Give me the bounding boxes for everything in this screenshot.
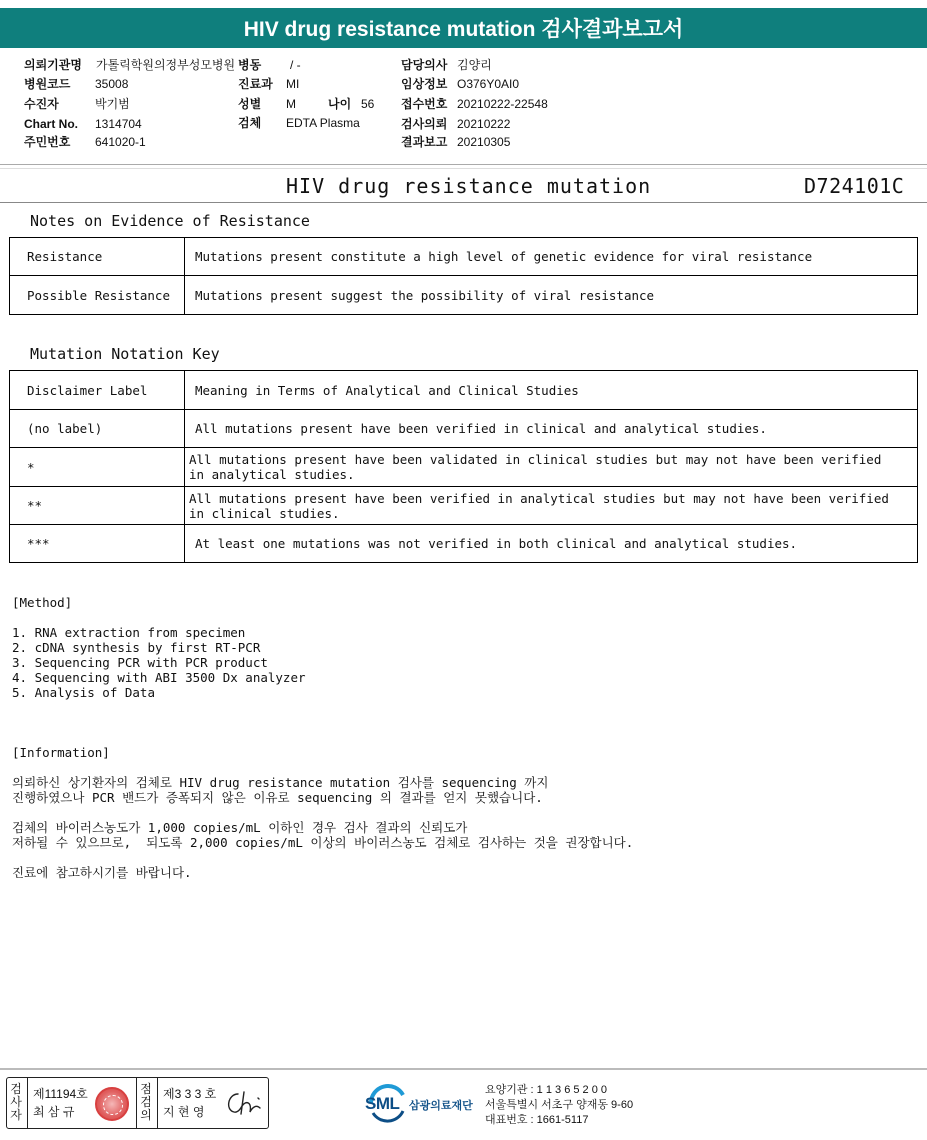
clinical-info-field: 임상정보 O376Y0AI0 (401, 77, 520, 91)
test-code: D724101C (804, 174, 905, 198)
table-row (10, 238, 918, 276)
specimen-field: 검체 EDTA Plasma (238, 116, 360, 130)
key-text: All mutations present have been validated in clinical studies but may not have been verified in analytical studies. (185, 448, 918, 487)
institution-address: 서울특별시 서초구 양재동 9-60 (485, 1099, 634, 1111)
reviewer-license: 제3 3 3 호 (163, 1087, 217, 1101)
official-seal-icon (95, 1087, 129, 1121)
notes-label: Possible Resistance (10, 276, 185, 315)
notes-text: Mutations present suggest the possibility of viral resistance (185, 276, 918, 315)
information-text: 검체의 바이러스농도가 1,000 copies/mL 이하인 경우 검사 결과의 신뢰도가 (12, 820, 468, 835)
notes-text: Mutations present constitute a high level of genetic evidence for viral resistance (185, 238, 918, 276)
receipt-number-field: 접수번호 20210222-22548 (401, 97, 548, 111)
key-text: All mutations present have been verified in analytical studies but may not have been verified in clinical studies. (185, 487, 918, 525)
footer-divider (0, 1068, 927, 1070)
signature-box (6, 1077, 269, 1129)
key-label: Disclaimer Label (10, 371, 185, 410)
table-row (10, 410, 918, 448)
sml-logo-text: SML (365, 1094, 400, 1113)
examiner-label: 검 사 자 (10, 1082, 22, 1122)
request-date-field: 검사의뢰 20210222 (401, 117, 511, 131)
institution-field: 의뢰기관명 가톨릭학원의정부성모병원 (24, 58, 236, 72)
method-step: 4. Sequencing with ABI 3500 Dx analyzer (12, 670, 306, 685)
key-label: * (10, 448, 185, 487)
patient-name-field: 수진자 박기범 (24, 97, 130, 111)
information-text: 진료에 참고하시기를 바랍니다. (12, 865, 192, 880)
key-text: At least one mutations was not verified in both clinical and analytical studies. (185, 525, 918, 563)
doctor-field: 담당의사 김양리 (401, 58, 492, 72)
method-heading: [Method] (12, 595, 73, 610)
notes-table (9, 237, 918, 315)
method-step: 3. Sequencing PCR with PCR product (12, 655, 268, 670)
report-title: HIV drug resistance mutation 검사결과보고서 (243, 18, 684, 41)
ward-field: 병동 / - (238, 58, 301, 72)
chart-number-field: Chart No. 1314704 (24, 117, 142, 131)
test-name: HIV drug resistance mutation (286, 174, 652, 198)
key-label: *** (10, 525, 185, 563)
age-field: 나이 56 (328, 97, 375, 111)
information-heading: [Information] (12, 745, 110, 760)
institution-name: 삼광의료재단 (409, 1100, 473, 1112)
notation-key-table (9, 370, 918, 563)
key-text: Meaning in Terms of Analytical and Clinical Studies (185, 371, 918, 410)
information-text: 의뢰하신 상기환자의 검체로 HIV drug resistance mutation 검사를 sequencing 까지 (12, 775, 549, 790)
report-title-bar (0, 8, 927, 48)
report-date-field: 결과보고 20210305 (401, 135, 511, 149)
examiner-license: 제11194호 (33, 1087, 88, 1101)
divider (0, 168, 927, 169)
table-row (10, 448, 918, 487)
resident-number-field: 주민번호 641020-1 (24, 135, 146, 149)
notes-label: Resistance (10, 238, 185, 276)
divider (0, 202, 927, 203)
reviewer-name: 지 현 영 (163, 1105, 205, 1119)
table-row (10, 525, 918, 563)
table-row (10, 487, 918, 525)
examiner-name: 최 삼 규 (33, 1105, 75, 1119)
report-header (0, 172, 927, 200)
method-step: 1. RNA extraction from specimen (12, 625, 246, 640)
handwritten-signature-icon (222, 1088, 266, 1120)
key-label: ** (10, 487, 185, 525)
divider (157, 1078, 158, 1128)
information-text: 진행하였으나 PCR 밴드가 증폭되지 않은 이유로 sequencing 의 결과를 얻지 못했습니다. (12, 790, 543, 805)
sex-field: 성별 M (238, 97, 296, 111)
reviewer-label: 점 검 의 (140, 1082, 152, 1122)
table-row (10, 276, 918, 315)
method-step: 5. Analysis of Data (12, 685, 155, 700)
divider (27, 1078, 28, 1128)
key-text: All mutations present have been verified in clinical and analytical studies. (185, 410, 918, 448)
hospital-code-field: 병원코드 35008 (24, 77, 129, 91)
method-step: 2. cDNA synthesis by first RT-PCR (12, 640, 261, 655)
key-title: Mutation Notation Key (30, 345, 220, 363)
department-field: 진료과 MI (238, 77, 300, 91)
institution-phone: 대표번호 : 1661-5117 (485, 1114, 589, 1126)
care-institution-number: 요양기관 : 1 1 3 6 5 2 0 0 (485, 1084, 608, 1096)
table-row (10, 371, 918, 410)
key-label: (no label) (10, 410, 185, 448)
divider (0, 164, 927, 165)
information-text: 저하될 수 있으므로, 되도록 2,000 copies/mL 이상의 바이러스농도 검체로 검사하는 것을 권장합니다. (12, 835, 634, 850)
divider (136, 1078, 137, 1128)
notes-title: Notes on Evidence of Resistance (30, 212, 310, 230)
